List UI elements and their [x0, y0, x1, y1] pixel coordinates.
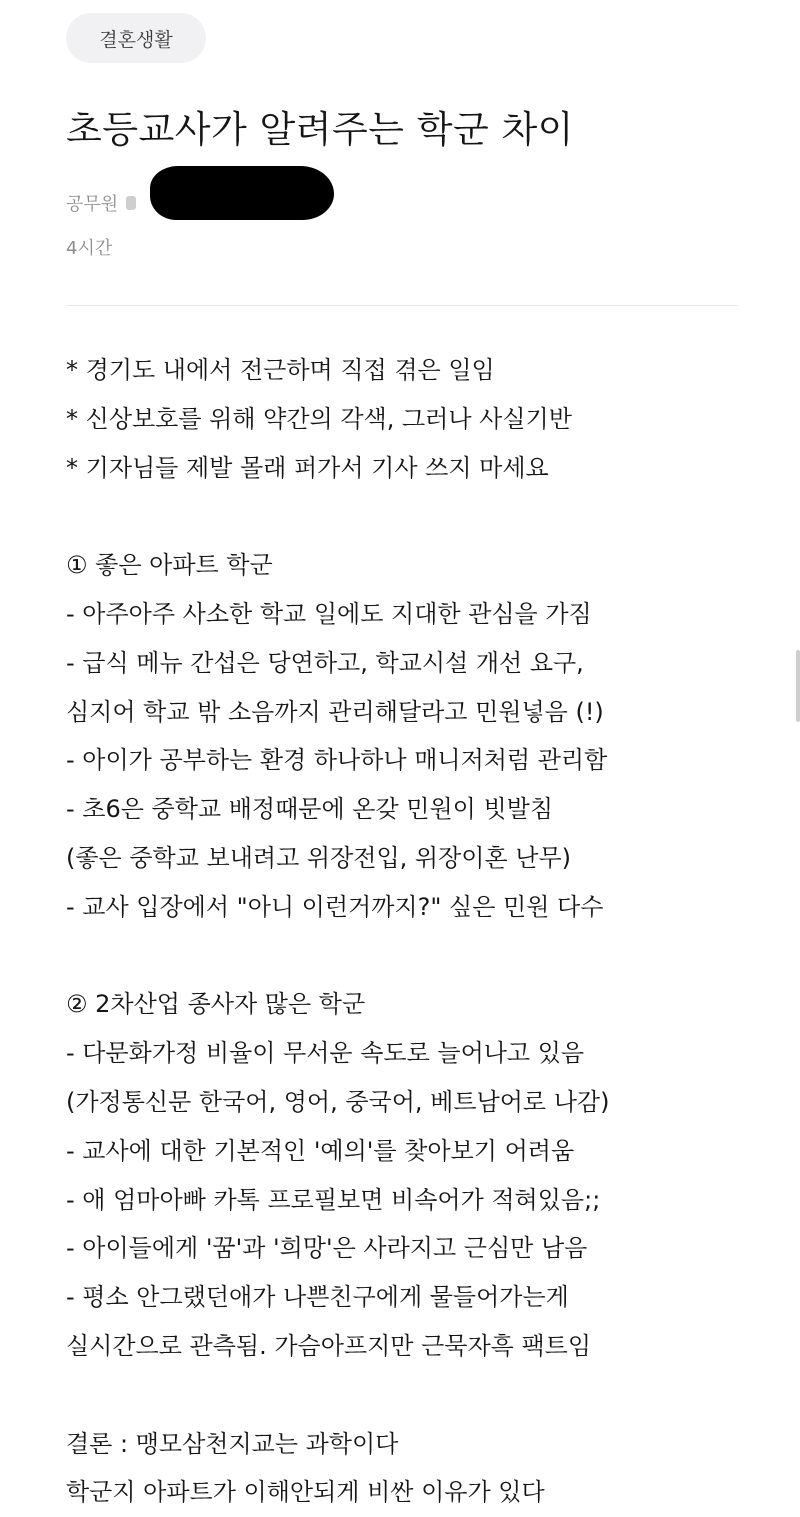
- post-body: [66, 346, 766, 1517]
- body-line: - 아이가 공부하는 환경 하나하나 매니저처럼 관리함: [66, 746, 608, 775]
- body-line: * 경기도 내에서 전근하며 직접 겪은 일임: [66, 356, 495, 384]
- body-line: (좋은 중학교 보내려고 위장전입, 위장이혼 난무): [66, 843, 571, 872]
- body-line: * 신상보호를 위해 약간의 각색, 그러나 사실기반: [66, 404, 572, 433]
- body-line: - 애 엄마아빠 카톡 프로필보면 비속어가 적혀있음;;: [66, 1185, 601, 1214]
- body-line: - 아이들에게 '꿈'과 '희망'은 사라지고 근심만 남음: [66, 1234, 588, 1263]
- body-line: 실시간으로 관측됨. 가슴아프지만 근묵자흑 팩트임: [66, 1331, 592, 1360]
- body-line: ② 2차산업 종사자 많은 학군: [66, 990, 366, 1019]
- blank-line: [66, 1371, 766, 1420]
- redacted-author-name: [150, 166, 334, 220]
- category-chip[interactable]: 결혼생활: [66, 13, 206, 63]
- author-info[interactable]: [66, 186, 136, 220]
- body-line: (가정통신문 한국어, 영어, 중국어, 베트남어로 나감): [66, 1087, 610, 1116]
- body-line: - 다문화가정 비율이 무서운 속도로 늘어나고 있음: [66, 1039, 585, 1068]
- body-line: - 교사에 대한 기본적인 '예의'를 찾아보기 어려움: [66, 1136, 575, 1165]
- body-line: * 기자님들 제발 몰래 퍼가서 기사 쓰지 마세요: [66, 453, 549, 482]
- author-badge-icon: [126, 196, 136, 210]
- body-line: ① 좋은 아파트 학군: [66, 551, 273, 580]
- body-line: - 초6은 중학교 배정때문에 온갖 민원이 빗발침: [66, 795, 554, 824]
- body-line: - 급식 메뉴 간섭은 당연하고, 학교시설 개선 요구,: [66, 648, 584, 677]
- divider: [66, 305, 738, 306]
- body-line: - 아주아주 사소한 학교 일에도 지대한 관심을 가짐: [66, 599, 592, 628]
- blank-line: [66, 492, 766, 541]
- body-line: 심지어 학교 밖 소음까지 관리해달라고 민원넣음 (!): [66, 697, 604, 726]
- body-line: - 평소 안그랬던애가 나쁜친구에게 물들어가는게: [66, 1283, 569, 1312]
- body-line: - 교사 입장에서 "아니 이런거까지?" 싶은 민원 다수: [66, 892, 604, 921]
- body-line: 결론 : 맹모삼천지교는 과학이다: [66, 1429, 399, 1458]
- scrollbar-thumb[interactable]: [796, 650, 800, 722]
- author-job: 공무원: [66, 194, 119, 215]
- blank-line: [66, 932, 766, 981]
- post-time: 4시간: [66, 238, 113, 259]
- body-line: 학군지 아파트가 이해안되게 비싼 이유가 있다: [66, 1478, 545, 1507]
- post-title: 초등교사가 알려주는 학군 차이: [66, 108, 574, 151]
